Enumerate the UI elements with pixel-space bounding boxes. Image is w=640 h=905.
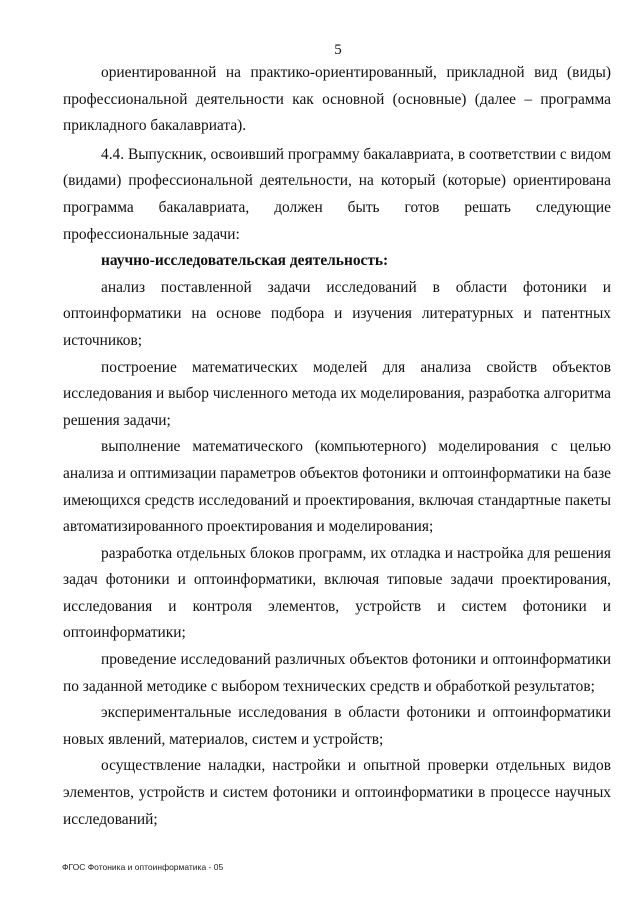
task-item: разработка отдельных блоков программ, их отладка и настройка для решения задач фотоники и оптоинформатики, включая типовые задачи проектирования, исследования и контроля элементов, устройств и систем фотоники и оптоинформатики;: [63, 544, 611, 642]
task-item: построение математических моделей для анализа свойств объектов исследования и выбор численного метода их моделирования, разработка алгоритма решения задачи;: [63, 358, 611, 429]
task-item: осуществление наладки, настройки и опытной проверки отдельных видов элементов, устройств и систем фотоники и оптоинформатики в процессе научных исследований;: [63, 757, 611, 828]
task-item: экспериментальные исследования в области фотоники и оптоинформатики новых явлений, материалов, систем и устройств;: [63, 704, 611, 748]
page-footer: ФГОС Фотоника и оптоинформатика - 05: [62, 862, 224, 872]
page-number: 5: [334, 42, 342, 58]
task-item: выполнение математического (компьютерного) моделирования с целью анализа и оптимизации параметров объектов фотоники и оптоинформатики на базе имеющихся средств исследований и проектирования, включая стандартные пакеты автоматизированного проектирования и моделирования;: [63, 438, 611, 536]
paragraph-4-4: 4.4. Выпускник, освоивший программу бакалавриата, в соответствии с видом (видами) профессиональной деятельности, на который (которые) ориентирована программа бакалавриата, должен быть готов решать следующие профессиональные задачи:: [63, 145, 611, 243]
document-body: [63, 60, 611, 833]
task-item: анализ поставленной задачи исследований в области фотоники и оптоинформатики на основе подбора и изучения литературных и патентных источников;: [63, 278, 611, 349]
section-heading-research: научно-исследовательская деятельность:: [101, 252, 389, 270]
task-item: проведение исследований различных объектов фотоники и оптоинформатики по заданной методике с выбором технических средств и обработкой результатов;: [63, 651, 611, 695]
paragraph-intro: ориентированной на практико-ориентированный, прикладной вид (виды) профессиональной деятельности как основной (основные) (далее – программа прикладного бакалавриата).: [63, 64, 611, 135]
